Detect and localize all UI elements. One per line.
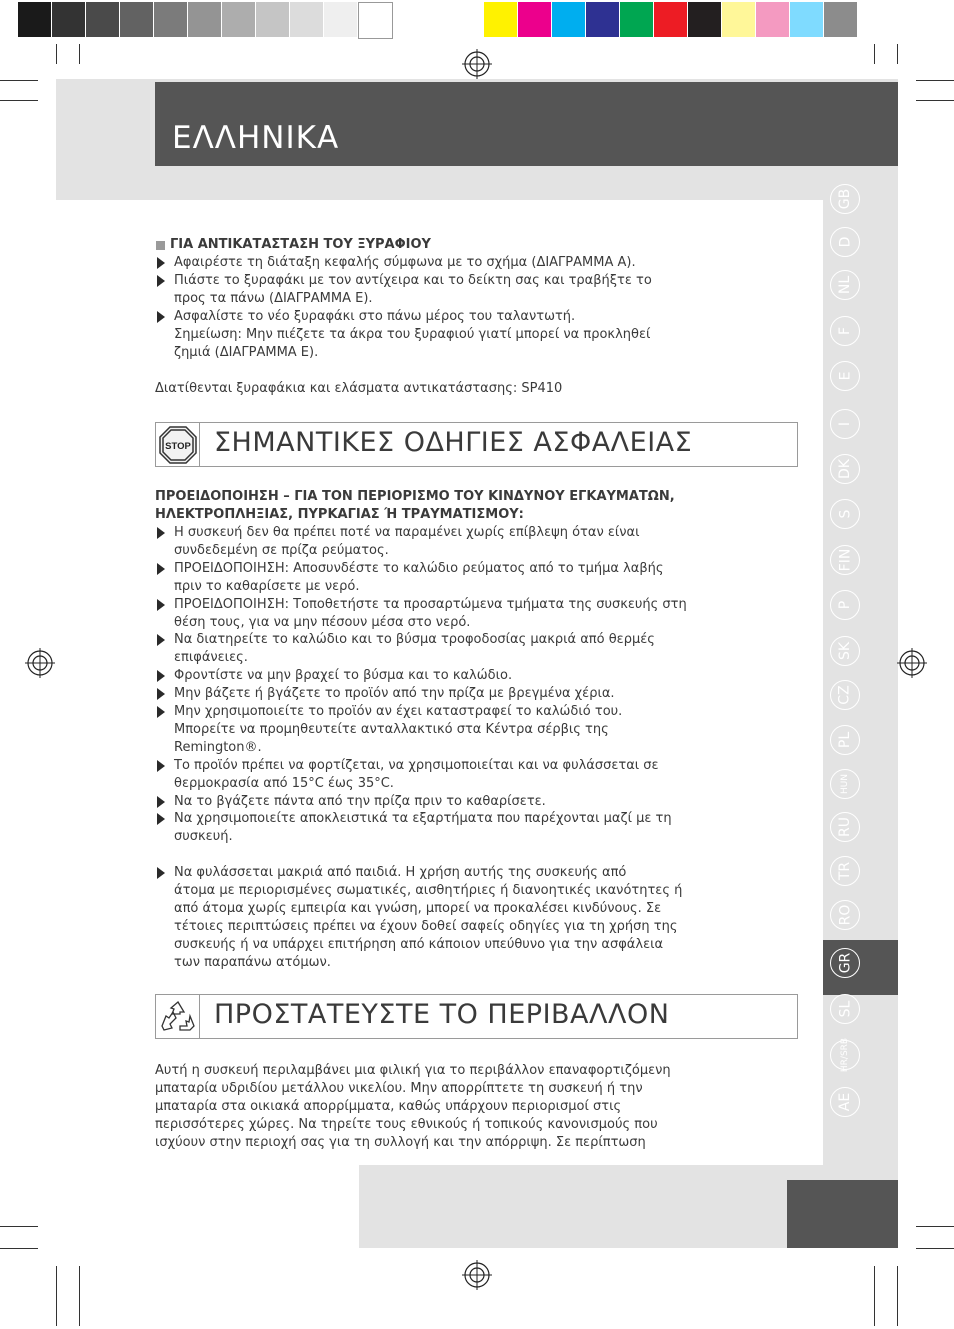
language-tab-ae[interactable]: AE — [830, 1087, 860, 1117]
replace-line: Αφαιρέστε τη διάταξη κεφαλής σύμφωνα με το σχήμα (ΔΙΑΓΡΑΜΜΑ Α). — [174, 255, 636, 270]
color-swatch — [86, 2, 119, 37]
safety-line: άτομα με περιορισμένες σωματικές, αισθητήριες ή διανοητικές ικανότητες ή — [174, 883, 683, 899]
color-swatch — [586, 2, 619, 37]
registration-mark-icon — [897, 648, 927, 678]
language-tab-i[interactable]: I — [830, 409, 860, 439]
replace-line: προς τα πάνω (ΔΙΑΓΡΑΜΜΑ Ε). — [174, 291, 373, 306]
crop-mark — [897, 1266, 898, 1326]
safety-line: Μην βάζετε ή βγάζετε το προϊόν από την πρίζα με βρεγμένα χέρια. — [174, 686, 615, 702]
language-tab-pl[interactable]: PL — [830, 725, 860, 755]
triangle-bullet-icon — [157, 688, 165, 700]
safety-line: τέτοιες περιπτώσεις πρέπει να έχουν δοθεί σαφείς οδηγίες για τη χρήση της — [174, 918, 678, 934]
language-tab-d[interactable]: D — [830, 227, 860, 257]
color-swatch — [620, 2, 653, 37]
color-swatch — [358, 2, 393, 39]
crop-mark — [916, 1248, 954, 1249]
language-tab-gr[interactable]: GR — [830, 948, 860, 978]
crop-mark — [0, 1248, 38, 1249]
safety-line: ΠΡΟΕΙΔΟΠΟΙΗΣΗ: Τοποθετήστε τα προσαρτώμενα τμήματα της συσκευής στη — [174, 596, 687, 612]
color-swatch — [52, 2, 85, 37]
registration-mark-icon — [462, 49, 492, 79]
environment-line: μπαταρία υδριδίου μετάλλου νικελίου. Μην απορρίπτετε τη συσκευή ή την — [155, 1081, 643, 1096]
safety-line: συσκευής ή να υπάρχει επιτήρηση από κάποιον υπεύθυνο για την ασφάλεια — [174, 936, 664, 952]
crop-mark — [0, 1226, 38, 1227]
replace-line: ζημιά (ΔΙΑΓΡΑΜΜΑ Ε). — [174, 345, 319, 360]
stop-sign-label: STOP — [164, 440, 191, 452]
registration-mark-icon — [462, 1260, 492, 1290]
replace-line: Ασφαλίστε το νέο ξυραφάκι στο πάνω μέρος του ταλαντωτή. — [174, 309, 576, 324]
recycle-icon-box — [156, 995, 200, 1038]
color-swatch — [688, 2, 721, 37]
environment-line: Αυτή η συσκευή περιλαμβάνει μια φιλική για το περιβάλλον επαναφορτιζόμενη — [155, 1063, 671, 1078]
color-swatch — [222, 2, 255, 37]
color-swatch — [484, 2, 517, 37]
safety-line: συνδεδεμένη σε πρίζα ρεύματος. — [174, 542, 389, 558]
triangle-bullet-icon — [157, 760, 165, 772]
environment-line: ισχύουν στην περιοχή σας για τη συλλογή και την απόρριψη. Σε περίπτωση — [155, 1135, 646, 1150]
color-swatch — [790, 2, 823, 37]
color-swatch — [188, 2, 221, 37]
language-tab-sl[interactable]: SL — [830, 994, 860, 1024]
page-number-block — [787, 1180, 898, 1248]
environment-section-title: ΠΡΟΣΤΑΤΕΥΣΤΕ ΤΟ ΠΕΡΙΒΑΛΛΟΝ — [214, 999, 670, 1030]
safety-section-header — [155, 422, 798, 467]
warning-heading: ΠΡΟΕΙΔΟΠΟΙΗΣΗ – ΓΙΑ ΤΟΝ ΠΕΡΙΟΡΙΣΜΟ ΤΟΥ ΚΙΝΔΥΝΟΥ ΕΓΚΑΥΜΑΤΩΝ, — [155, 489, 675, 504]
triangle-bullet-icon — [157, 563, 165, 575]
environment-section-header — [155, 994, 798, 1039]
color-swatch — [120, 2, 153, 37]
language-tab-dk[interactable]: DK — [830, 454, 860, 484]
safety-line: θέση τους, για να μην πέσουν μέσα στο νερό. — [174, 614, 471, 630]
language-tab-tr[interactable]: TR — [830, 856, 860, 886]
safety-line: ΠΡΟΕΙΔΟΠΟΙΗΣΗ: Αποσυνδέστε το καλώδιο ρεύματος από το τμήμα λαβής — [174, 560, 664, 576]
color-swatch — [722, 2, 755, 37]
color-swatch — [654, 2, 687, 37]
crop-mark — [897, 44, 898, 64]
safety-line: Η συσκευή δεν θα πρέπει ποτέ να παραμένει χωρίς επίβλεψη όταν είναι — [174, 525, 640, 540]
crop-mark — [56, 44, 57, 64]
safety-line: των παραπάνω ατόμων. — [174, 954, 331, 970]
language-tab-nl[interactable]: NL — [830, 270, 860, 300]
language-tab-cz[interactable]: CZ — [830, 680, 860, 710]
language-tab-s[interactable]: S — [830, 499, 860, 529]
language-tab-hr-srb[interactable]: HR/SRB — [830, 1040, 860, 1070]
recycle-icon — [160, 1000, 196, 1034]
crop-mark — [916, 100, 954, 101]
safety-line: Να διατηρείτε το καλώδιο και το βύσμα τροφοδοσίας μακριά από θερμές — [174, 632, 655, 648]
triangle-bullet-icon — [157, 599, 165, 611]
availability-note: Διατίθενται ξυραφάκια και ελάσματα αντικατάστασης: SP410 — [155, 381, 563, 396]
safety-line: Μην χρησιμοποιείτε το προϊόν αν έχει καταστραφεί το καλώδιό του. — [174, 704, 623, 719]
stop-icon-box — [156, 423, 200, 466]
safety-line: επιφάνειες. — [174, 650, 248, 666]
triangle-bullet-icon — [157, 311, 165, 323]
triangle-bullet-icon — [157, 257, 165, 269]
language-tab-p[interactable]: P — [830, 590, 860, 620]
safety-line: Remington®. — [174, 739, 262, 755]
color-swatch — [256, 2, 289, 37]
warning-heading: ΗΛΕΚΤΡΟΠΛΗΞΙΑΣ, ΠΥΡΚΑΓΙΑΣ Ή ΤΡΑΥΜΑΤΙΣΜΟΥ: — [155, 507, 524, 522]
crop-mark — [79, 44, 80, 64]
language-tab-ru[interactable]: RU — [830, 812, 860, 842]
color-swatch — [824, 2, 857, 37]
crop-mark — [0, 100, 38, 101]
triangle-bullet-icon — [157, 813, 165, 825]
triangle-bullet-icon — [157, 527, 165, 539]
crop-mark — [0, 80, 38, 81]
triangle-bullet-icon — [157, 275, 165, 287]
safety-line: Το προϊόν πρέπει να φορτίζεται, να χρησιμοποιείται και να φυλάσσεται σε — [174, 757, 659, 773]
safety-line: Μπορείτε να προμηθευτείτε ανταλλακτικό στα Κέντρα σέρβις της — [174, 721, 609, 737]
language-tab-fin[interactable]: FIN — [830, 545, 860, 575]
language-tab-sk[interactable]: SK — [830, 636, 860, 666]
color-swatch — [290, 2, 323, 37]
triangle-bullet-icon — [157, 670, 165, 682]
safety-line: Να φυλάσσεται μακριά από παιδιά. Η χρήση αυτής της συσκευής από — [174, 865, 627, 881]
color-swatch — [18, 2, 51, 37]
safety-line: πριν το καθαρίσετε με νερό. — [174, 578, 360, 594]
triangle-bullet-icon — [157, 867, 165, 879]
language-tab-e[interactable]: E — [830, 361, 860, 391]
triangle-bullet-icon — [157, 634, 165, 646]
replace-line: Πιάστε το ξυραφάκι με τον αντίχειρα και το δείκτη σας και τραβήξτε το — [174, 273, 652, 288]
safety-line: Φροντίστε να μην βραχεί το βύσμα και το καλώδιο. — [174, 668, 513, 684]
safety-line: από άτομα χωρίς εμπειρία και γνώση, μπορεί να προκαλέσει κινδύνους. Σε — [174, 901, 662, 916]
replace-line: Σημείωση: Μην πιέζετε τα άκρα του ξυραφιού γιατί μπορεί να προκληθεί — [174, 327, 651, 342]
language-tab-gb[interactable]: GB — [830, 184, 860, 214]
color-swatch — [518, 2, 551, 37]
color-swatch — [552, 2, 585, 37]
crop-mark — [79, 1266, 80, 1326]
language-tab-ro[interactable]: RO — [830, 900, 860, 930]
triangle-bullet-icon — [157, 796, 165, 808]
registration-mark-icon — [25, 648, 55, 678]
safety-line: συσκευή. — [174, 829, 233, 845]
safety-line: θερμοκρασία από 15°C έως 35°C. — [174, 775, 394, 791]
crop-mark — [916, 1226, 954, 1227]
language-tab-hun[interactable]: HUN — [830, 769, 860, 799]
page-title: ΕΛΛΗΝΙΚΑ — [172, 120, 340, 156]
crop-mark — [56, 1266, 57, 1326]
color-swatch — [154, 2, 187, 37]
square-bullet-icon — [156, 241, 165, 250]
environment-line: περισσότερες χώρες. Να τηρείτε τους εθνικούς ή τοπικούς κανονισμούς που — [155, 1117, 658, 1132]
bottom-white-block — [56, 1165, 359, 1248]
environment-line: μπαταρία στα οικιακά απορρίμματα, καθώς υπάρχουν περιορισμοί στις — [155, 1099, 622, 1114]
safety-line: Να χρησιμοποιείτε αποκλειστικά τα εξαρτήματα που παρέχονται μαζί με τη — [174, 811, 672, 827]
language-tab-f[interactable]: F — [830, 316, 860, 346]
color-swatch — [324, 2, 357, 37]
crop-mark — [874, 44, 875, 64]
safety-section-title: ΣΗΜΑΝΤΙΚΕΣ ΟΔΗΓΙΕΣ ΑΣΦΑΛΕΙΑΣ — [214, 427, 693, 458]
color-swatch — [756, 2, 789, 37]
crop-mark — [916, 80, 954, 81]
triangle-bullet-icon — [157, 706, 165, 718]
crop-mark — [874, 1266, 875, 1326]
safety-line: Να το βγάζετε πάντα από την πρίζα πριν το καθαρίσετε. — [174, 793, 546, 809]
stop-sign-icon — [159, 426, 197, 464]
replace-heading: ΓΙΑ ΑΝΤΙΚΑΤΑΣΤΑΣΗ ΤΟΥ ΞΥΡΑΦΙΟΥ — [170, 237, 431, 252]
